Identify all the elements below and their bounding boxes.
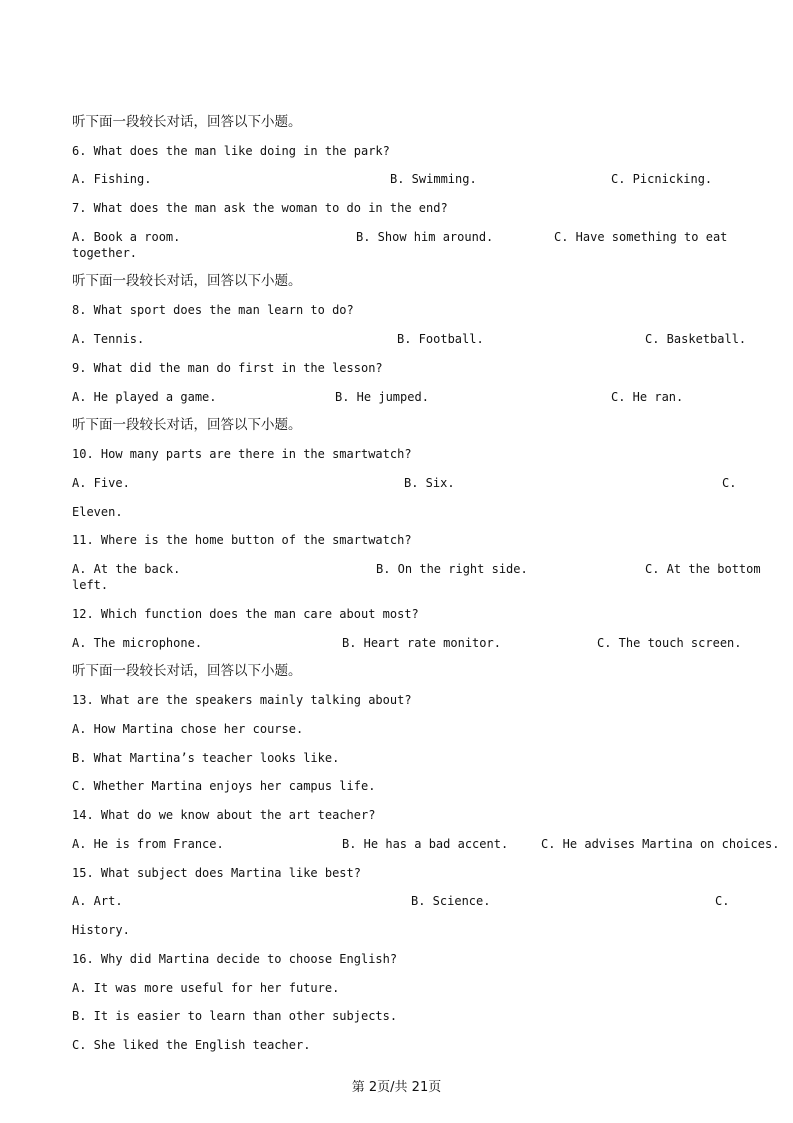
question-11: 11. Where is the home button of the smartwatch? <box>72 533 412 547</box>
question-9: 9. What did the man do first in the lesson? <box>72 361 383 375</box>
q14-option-c: C. He advises Martina on choices. <box>541 837 780 851</box>
q11-option-c-wrap: left. <box>72 578 109 592</box>
q9-option-a: A. He played a game. <box>72 390 217 404</box>
q15-option-b: B. Science. <box>411 894 491 908</box>
q16-option-a: A. It was more useful for her future. <box>72 981 340 995</box>
q15-option-c: C. <box>715 894 730 908</box>
q6-option-a: A. Fishing. <box>72 172 152 186</box>
section-instruction: 听下面一段较长对话，回答以下小题。 <box>72 114 302 130</box>
question-16: 16. Why did Martina decide to choose English? <box>72 952 398 966</box>
q8-option-a: A. Tennis. <box>72 332 145 346</box>
question-14: 14. What do we know about the art teacher? <box>72 808 376 822</box>
q7-option-c: C. Have something to eat <box>554 230 728 244</box>
q10-option-a: A. Five. <box>72 476 130 490</box>
q11-option-b: B. On the right side. <box>376 562 528 576</box>
q7-option-a: A. Book a room. <box>72 230 181 244</box>
q13-option-b: B. What Martina’s teacher looks like. <box>72 751 340 765</box>
q16-option-c: C. She liked the English teacher. <box>72 1038 311 1052</box>
q11-option-c: C. At the bottom <box>645 562 761 576</box>
question-13: 13. What are the speakers mainly talking about? <box>72 693 412 707</box>
question-10: 10. How many parts are there in the smartwatch? <box>72 447 412 461</box>
q7-option-c-wrap: together. <box>72 246 138 260</box>
q12-option-a: A. The microphone. <box>72 636 203 650</box>
q8-option-c: C. Basketball. <box>645 332 747 346</box>
q9-option-b: B. He jumped. <box>335 390 429 404</box>
q16-option-b: B. It is easier to learn than other subjects. <box>72 1009 398 1023</box>
q13-option-a: A. How Martina chose her course. <box>72 722 304 736</box>
q12-option-b: B. Heart rate monitor. <box>342 636 501 650</box>
section-instruction: 听下面一段较长对话，回答以下小题。 <box>72 273 302 289</box>
q8-option-b: B. Football. <box>397 332 484 346</box>
question-8: 8. What sport does the man learn to do? <box>72 303 354 317</box>
question-7: 7. What does the man ask the woman to do in the end? <box>72 201 448 215</box>
q15-option-a: A. Art. <box>72 894 123 908</box>
question-12: 12. Which function does the man care about most? <box>72 607 419 621</box>
section-instruction: 听下面一段较长对话，回答以下小题。 <box>72 663 302 679</box>
question-15: 15. What subject does Martina like best? <box>72 866 361 880</box>
section-instruction: 听下面一段较长对话，回答以下小题。 <box>72 417 302 433</box>
q11-option-a: A. At the back. <box>72 562 181 576</box>
q14-option-a: A. He is from France. <box>72 837 224 851</box>
q9-option-c: C. He ran. <box>611 390 684 404</box>
q10-option-c-wrap: Eleven. <box>72 505 123 519</box>
page-footer: 第 2页/共 21页 <box>351 1080 442 1095</box>
q7-option-b: B. Show him around. <box>356 230 494 244</box>
q14-option-b: B. He has a bad accent. <box>342 837 509 851</box>
q15-option-c-wrap: History. <box>72 923 130 937</box>
q12-option-c: C. The touch screen. <box>597 636 742 650</box>
q6-option-b: B. Swimming. <box>390 172 477 186</box>
q10-option-b: B. Six. <box>404 476 455 490</box>
q13-option-c: C. Whether Martina enjoys her campus life. <box>72 779 376 793</box>
q6-option-c: C. Picnicking. <box>611 172 713 186</box>
q10-option-c: C. <box>722 476 737 490</box>
question-6: 6. What does the man like doing in the park? <box>72 144 390 158</box>
